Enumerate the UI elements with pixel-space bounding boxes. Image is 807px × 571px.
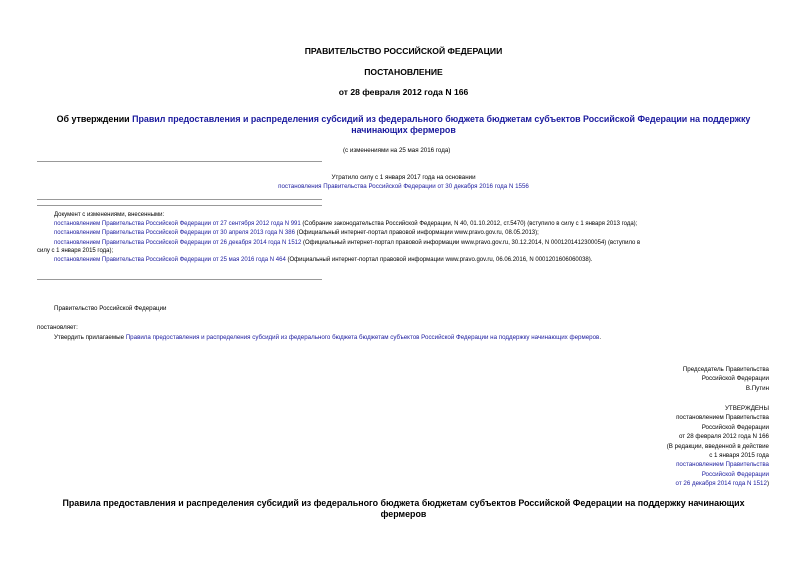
government-heading: ПРАВИТЕЛЬСТВО РОССИЙСКОЙ ФЕДЕРАЦИИ xyxy=(304,46,503,56)
signature-block xyxy=(683,365,769,393)
amendment-text: (Собрание законодательства Российской Федерации, N 40, 01.10.2012, ст.5470) (вступило в силу с 1 января 2013 года); xyxy=(300,221,638,228)
approved-link[interactable]: Российской Федерации xyxy=(701,470,769,478)
amendments-block xyxy=(37,211,774,264)
approved-line: (В редакции, введенной в действие xyxy=(666,442,769,450)
signature-org: Российской Федерации xyxy=(701,375,769,383)
title-prefix: Об утверждении xyxy=(56,114,133,124)
amendment-text: (Официальный интернет-портал правовой информации www.pravo.gov.ru, 30.12.2014, N 0001201412300054) (вступило в xyxy=(301,239,641,246)
amendment-item xyxy=(54,239,774,247)
approved-line: Российской Федерации xyxy=(701,423,769,431)
amendment-item xyxy=(54,220,774,228)
divider xyxy=(37,279,322,280)
amendment-item xyxy=(54,256,774,264)
approved-line: от 28 февраля 2012 года N 166 xyxy=(678,433,769,441)
amendments-intro: Документ с изменениями, внесенными: xyxy=(54,212,165,218)
rules-title-line1: Правила предоставления и распределения субсидий из федерального бюджета бюджетам субъектов Российской Федерации на поддержку начинающих xyxy=(62,498,745,508)
approved-link[interactable]: от 26 декабря 2014 года N 1512 xyxy=(675,480,767,488)
divider xyxy=(37,205,322,206)
signature-name: В.Путин xyxy=(745,384,769,392)
document-title xyxy=(0,114,807,136)
body-government: Правительство Российской Федерации xyxy=(54,305,167,312)
approved-line: постановлением Правительства xyxy=(676,414,769,422)
approved-heading: УТВЕРЖДЕНЫ xyxy=(725,405,769,412)
signature-title: Председатель Правительства xyxy=(682,366,769,373)
divider xyxy=(37,161,322,162)
approve-suffix: . xyxy=(599,334,602,341)
document-type: ПОСТАНОВЛЕНИЕ xyxy=(364,67,443,77)
rules-title xyxy=(0,498,807,520)
amendment-item xyxy=(54,229,774,237)
approved-close: ) xyxy=(766,480,769,488)
amendment-text: (Официальный интернет-портал правовой информации www.pravo.gov.ru, 06.06.2016, N 0001201606060038). xyxy=(285,257,593,264)
amendment-link[interactable]: постановлением Правительства Российской Федерации от 30 апреля 2013 года N 386 xyxy=(54,230,295,237)
approve-prefix: Утвердить прилагаемые xyxy=(54,334,126,341)
amendment-link[interactable]: постановлением Правительства Российской Федерации от 26 декабря 2014 года N 1512 xyxy=(54,239,302,246)
expired-decree-link[interactable]: постановления Правительства Российской Федерации от 30 декабря 2016 года N 1556 xyxy=(278,183,529,190)
body-approve xyxy=(54,334,774,342)
rules-title-line2: фермеров xyxy=(380,509,427,519)
amendment-item-cont: силу с 1 января 2015 года); xyxy=(37,247,114,254)
title-rules-link[interactable]: Правил предоставления и распределения субсидий из федерального бюджета бюджетам субъектов Российской Федерации на поддержку xyxy=(132,114,751,124)
document-date-number: от 28 февраля 2012 года N 166 xyxy=(338,87,469,97)
divider xyxy=(37,199,322,200)
approved-block xyxy=(667,404,769,489)
amendment-text: (Официальный интернет-портал правовой информации www.pravo.gov.ru, 08.05.2013); xyxy=(294,230,539,237)
title-rules-link-cont[interactable]: начинающих фермеров xyxy=(351,125,456,135)
amendment-link[interactable]: постановлением Правительства Российской Федерации от 27 сентября 2012 года N 991 xyxy=(54,221,301,228)
approved-link[interactable]: постановлением Правительства xyxy=(676,461,769,469)
expired-note: Утратило силу с 1 января 2017 года на основании xyxy=(331,174,476,181)
expired-note-link-wrap xyxy=(0,183,807,191)
approved-line: с 1 января 2015 года xyxy=(709,452,769,460)
edition-note: (с изменениями на 25 мая 2016 года) xyxy=(343,147,451,154)
amendment-link[interactable]: постановлением Правительства Российской Федерации от 25 мая 2016 года N 464 xyxy=(54,257,286,264)
body-resolves: постановляет: xyxy=(37,324,78,331)
approve-rules-link[interactable]: Правила предоставления и распределения субсидий из федерального бюджета бюджетам субъектов Российской Федерации на поддержку начинающих фермеров xyxy=(125,334,600,341)
